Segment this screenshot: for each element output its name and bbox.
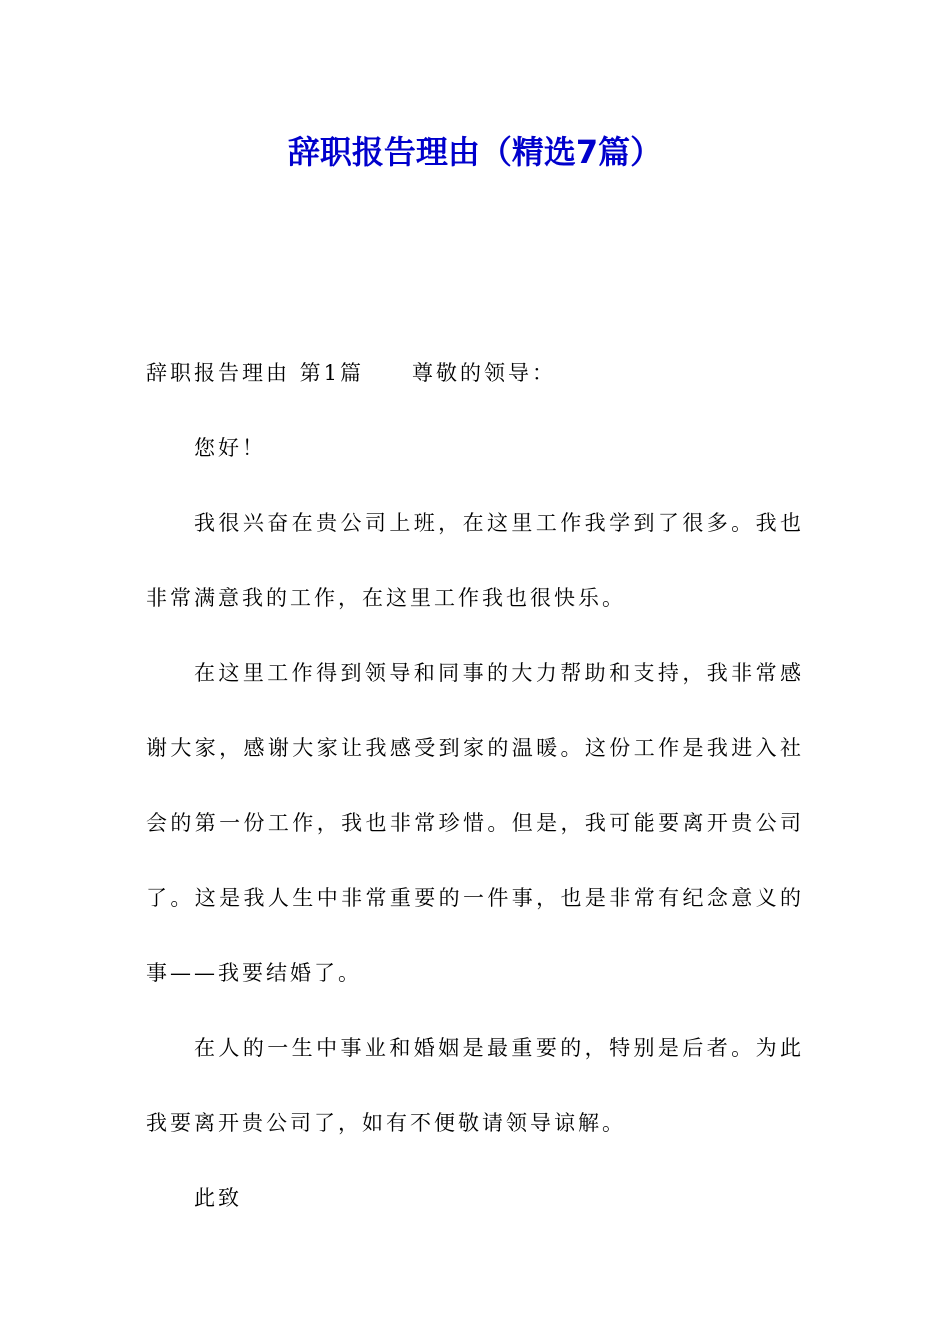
paragraph-3: 在人的一生中事业和婚姻是最重要的，特别是后者。为此我要离开贵公司了，如有不便敬请领导谅解。 xyxy=(146,1036,804,1135)
closing-line: 此致 xyxy=(194,1186,242,1210)
paragraph-2: 在这里工作得到领导和同事的大力帮助和支持，我非常感谢大家，感谢大家让我感受到家的温暖。这份工作是我进入社会的第一份工作，我也非常珍惜。但是，我可能要离开贵公司了。这是我人生中非常重要的一件事，也是非常有纪念意义的事——我要结婚了。 xyxy=(146,661,804,985)
paragraph-greeting: 您好！ xyxy=(194,436,266,460)
document-title: 辞职报告理由（精选7篇） xyxy=(287,133,663,171)
section-heading: 辞职报告理由 第1篇 xyxy=(146,361,365,385)
paragraph-1: 我很兴奋在贵公司上班，在这里工作我学到了很多。我也非常满意我的工作，在这里工作我也很快乐。 xyxy=(146,511,804,610)
salutation: 尊敬的领导： xyxy=(412,361,557,385)
section-heading-line xyxy=(146,336,804,411)
document-body xyxy=(146,336,804,1236)
